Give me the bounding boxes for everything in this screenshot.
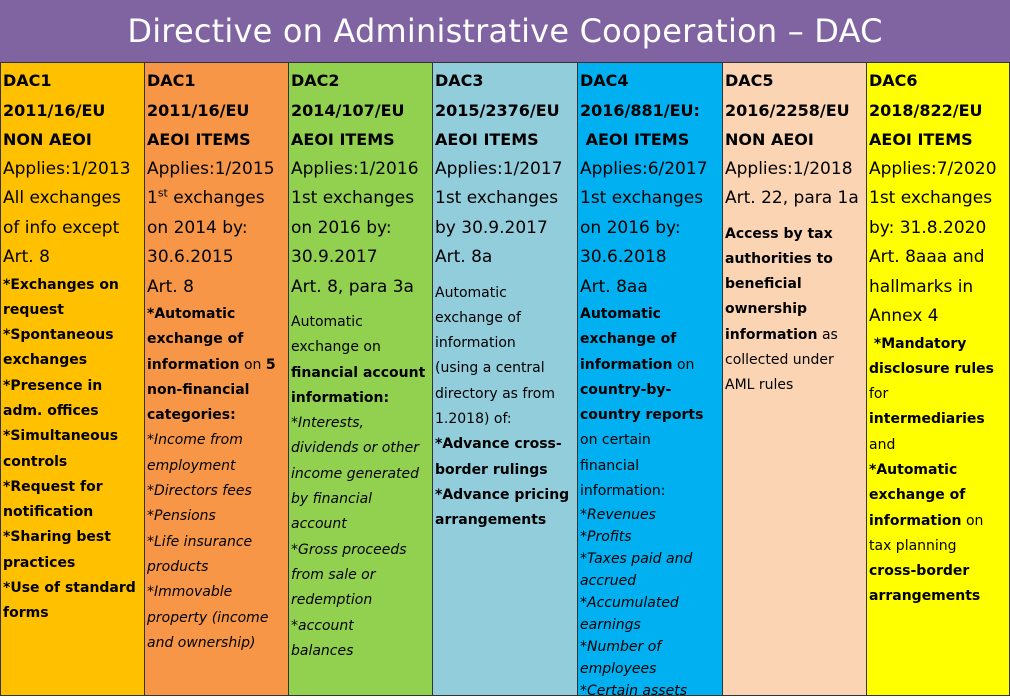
bold-line: categories: bbox=[147, 407, 236, 424]
bold-text: information bbox=[147, 356, 240, 373]
spacer bbox=[725, 214, 864, 222]
list-item: request bbox=[3, 301, 64, 318]
bold-line: *Mandatory bbox=[869, 335, 967, 352]
spacer bbox=[435, 273, 575, 281]
italic-item: redemption bbox=[291, 592, 373, 609]
column-line: on 2016 by: bbox=[291, 217, 392, 238]
bold-text: 5 bbox=[265, 356, 276, 373]
bold-line: arrangements bbox=[435, 512, 547, 529]
italic-item: earnings bbox=[580, 617, 641, 634]
italic-item: balances bbox=[291, 642, 354, 659]
plain-line: (using a central bbox=[435, 360, 545, 377]
column-line: Art. 8aaa and bbox=[869, 247, 985, 267]
column-ref: 2011/16/EU bbox=[3, 100, 106, 120]
spacer bbox=[291, 302, 430, 310]
italic-item: *Revenues bbox=[580, 507, 656, 524]
bold-line: non-financial bbox=[147, 381, 250, 398]
bold-line: exchange of bbox=[869, 487, 966, 504]
italic-item: *Directors fees bbox=[147, 483, 252, 500]
plain-line: information: bbox=[580, 483, 666, 500]
plain-line: 1.2018) of: bbox=[435, 410, 512, 427]
mixed-line bbox=[869, 509, 1007, 534]
mixed-line bbox=[580, 353, 720, 378]
plain-text: as bbox=[817, 326, 838, 343]
bold-line: country-by- bbox=[580, 381, 672, 398]
column-line: Art. 8 bbox=[3, 247, 50, 267]
bold-line: *Automatic bbox=[869, 461, 958, 478]
column-dac3 bbox=[432, 62, 578, 696]
column-line: by: 31.8.2020 bbox=[869, 217, 987, 238]
list-item: adm. offices bbox=[3, 402, 99, 419]
column-line: 30.6.2015 bbox=[147, 247, 234, 267]
plain-text: on bbox=[672, 356, 695, 373]
column-dac4 bbox=[577, 62, 723, 696]
column-type: NON AEOI bbox=[725, 130, 814, 149]
italic-item: *Income from bbox=[147, 432, 243, 449]
italic-item: *Accumulated bbox=[580, 595, 679, 612]
list-item: *Request for bbox=[3, 478, 103, 495]
column-type: AEOI ITEMS bbox=[291, 130, 395, 149]
bold-line: *Automatic bbox=[147, 306, 236, 322]
bold-line: ownership bbox=[725, 301, 808, 318]
list-item: *Simultaneous bbox=[3, 428, 119, 445]
plain-line: on certain bbox=[580, 432, 651, 449]
list-item: *Spontaneous bbox=[3, 327, 114, 344]
italic-item: dividends or other bbox=[291, 440, 420, 457]
plain-line: exchange on bbox=[291, 339, 381, 356]
column-applies: Applies:7/2020 bbox=[869, 158, 997, 179]
plain-text: on bbox=[239, 356, 266, 373]
column-type: AEOI ITEMS bbox=[580, 130, 690, 149]
column-applies: Applies:1/2016 bbox=[291, 158, 419, 179]
bold-line: information: bbox=[291, 389, 390, 406]
bold-line: Access by tax bbox=[725, 225, 833, 242]
column-line: 1st exchanges bbox=[869, 188, 993, 208]
column-name: DAC1 bbox=[147, 71, 196, 90]
column-line: 30.9.2017 bbox=[291, 247, 378, 267]
column-applies: Applies:1/2013 bbox=[3, 158, 131, 179]
italic-item: *Profits bbox=[580, 529, 632, 546]
column-line: by 30.9.2017 bbox=[435, 217, 548, 238]
list-item: exchanges bbox=[3, 352, 88, 369]
column-line: hallmarks in bbox=[869, 276, 974, 297]
italic-item: *Immovable bbox=[147, 584, 233, 601]
italic-item: *Interests, bbox=[291, 415, 365, 432]
plain-line: tax planning bbox=[869, 537, 957, 554]
list-item: *Use of standard bbox=[3, 580, 136, 597]
column-applies: Applies:1/2018 bbox=[725, 158, 853, 179]
column-line: Art. 8a bbox=[435, 247, 493, 267]
list-item: practices bbox=[3, 554, 76, 571]
bold-line: beneficial bbox=[725, 276, 802, 293]
column-applies: Applies:6/2017 bbox=[580, 158, 708, 179]
list-item: forms bbox=[3, 605, 49, 622]
bold-text: information bbox=[869, 512, 962, 529]
italic-item: and ownership) bbox=[147, 634, 256, 651]
plain-line: financial bbox=[580, 457, 640, 474]
bold-line: cross-border bbox=[869, 563, 970, 580]
column-line: on 2014 by: bbox=[147, 217, 248, 238]
column-dac1-aeoi bbox=[144, 62, 289, 696]
italic-item: property (income bbox=[147, 609, 269, 626]
plain-line: information bbox=[435, 335, 516, 352]
column-name: DAC1 bbox=[3, 71, 52, 90]
column-type: NON AEOI bbox=[3, 130, 92, 149]
bold-line: financial account bbox=[291, 364, 426, 381]
column-line: 30.6.2018 bbox=[580, 247, 667, 267]
column-name: DAC2 bbox=[291, 71, 340, 90]
italic-item: account bbox=[291, 516, 347, 533]
column-ref: 2018/822/EU bbox=[869, 100, 983, 120]
column-ref: 2015/2376/EU bbox=[435, 100, 560, 120]
column-line: 1st exchanges bbox=[580, 188, 704, 208]
plain-line: exchange of bbox=[435, 309, 521, 326]
list-item: *Presence in bbox=[3, 377, 103, 394]
bold-line: exchange of bbox=[147, 331, 244, 348]
italic-item: *Taxes paid and bbox=[580, 551, 693, 568]
list-item: *Exchanges on bbox=[3, 276, 119, 293]
page-title: Directive on Administrative Cooperation – DAC bbox=[0, 0, 1010, 62]
column-dac2 bbox=[288, 62, 433, 696]
bold-line: country reports bbox=[580, 407, 704, 424]
line-text: exchanges bbox=[167, 188, 265, 208]
plain-line: Automatic bbox=[291, 314, 363, 330]
column-type: AEOI ITEMS bbox=[435, 130, 539, 149]
bold-line: exchange of bbox=[580, 331, 677, 348]
dac-columns bbox=[0, 62, 1010, 698]
column-name: DAC5 bbox=[725, 71, 774, 90]
bold-line: arrangements bbox=[869, 588, 981, 605]
plain-line: for bbox=[869, 386, 889, 403]
column-line: of info except bbox=[3, 217, 120, 238]
bold-line: Automatic bbox=[580, 306, 661, 322]
column-line: Annex 4 bbox=[869, 306, 939, 326]
bold-line: intermediaries bbox=[869, 411, 985, 428]
plain-line: AML rules bbox=[725, 377, 794, 394]
column-dac1-non-aeoi bbox=[0, 62, 145, 696]
italic-item: *Gross proceeds bbox=[291, 541, 407, 558]
column-name: DAC4 bbox=[580, 71, 629, 90]
ordinal-suffix: st bbox=[157, 186, 168, 200]
italic-item: income generated bbox=[291, 465, 420, 482]
column-line: on 2016 by: bbox=[580, 217, 681, 238]
column-ref: 2016/881/EU: bbox=[580, 100, 700, 120]
mixed-line bbox=[147, 353, 286, 378]
plain-line: Automatic bbox=[435, 284, 507, 301]
list-item: notification bbox=[3, 504, 94, 521]
column-dac5 bbox=[722, 62, 867, 696]
plain-line: collected under bbox=[725, 351, 834, 368]
column-applies: Applies:1/2015 bbox=[147, 158, 275, 179]
column-line: 1st exchanges bbox=[435, 188, 559, 208]
column-type: AEOI ITEMS bbox=[869, 130, 973, 149]
column-applies: Applies:1/2017 bbox=[435, 158, 563, 179]
bold-line: authorities to bbox=[725, 250, 833, 267]
italic-item: employment bbox=[147, 457, 236, 474]
list-item: *Sharing best bbox=[3, 529, 111, 546]
line-number: 1 bbox=[147, 188, 158, 208]
bold-text: information bbox=[725, 326, 818, 343]
italic-item: employees bbox=[580, 661, 657, 678]
bold-line: disclosure rules bbox=[869, 360, 994, 377]
italic-item: *Number of bbox=[580, 639, 662, 656]
italic-item: from sale or bbox=[291, 566, 376, 583]
column-line: 1st exchanges bbox=[291, 188, 415, 208]
column-dac6 bbox=[866, 62, 1010, 696]
bold-line: border rulings bbox=[435, 461, 548, 478]
list-item: controls bbox=[3, 453, 68, 470]
column-line: All exchanges bbox=[3, 188, 121, 208]
bold-line: *Advance cross- bbox=[435, 436, 562, 453]
italic-item: products bbox=[147, 558, 209, 575]
column-line: Art. 8 bbox=[147, 276, 194, 297]
column-ref: 2016/2258/EU bbox=[725, 100, 850, 120]
column-name: DAC6 bbox=[869, 71, 918, 90]
bold-text: information bbox=[580, 356, 673, 373]
column-line bbox=[147, 184, 286, 214]
column-ref: 2014/107/EU bbox=[291, 100, 405, 120]
plain-line: and bbox=[869, 436, 896, 453]
italic-item: *Life insurance bbox=[147, 533, 253, 550]
column-line: Art. 22, para 1a bbox=[725, 188, 859, 208]
italic-item: *Pensions bbox=[147, 508, 216, 525]
column-ref: 2011/16/EU bbox=[147, 100, 250, 120]
italic-item: accrued bbox=[580, 573, 637, 590]
plain-text: on bbox=[961, 512, 984, 529]
plain-line: directory as from bbox=[435, 385, 555, 402]
italic-item: by financial bbox=[291, 491, 373, 508]
italic-item: *account bbox=[291, 617, 354, 634]
column-type: AEOI ITEMS bbox=[147, 130, 251, 149]
column-name: DAC3 bbox=[435, 71, 484, 90]
column-line: Art. 8aa bbox=[580, 276, 648, 297]
mixed-line bbox=[725, 323, 864, 348]
bold-line: *Advance pricing bbox=[435, 486, 570, 503]
italic-item: *Certain assets bbox=[580, 683, 687, 696]
column-line: Art. 8, para 3a bbox=[291, 276, 414, 297]
